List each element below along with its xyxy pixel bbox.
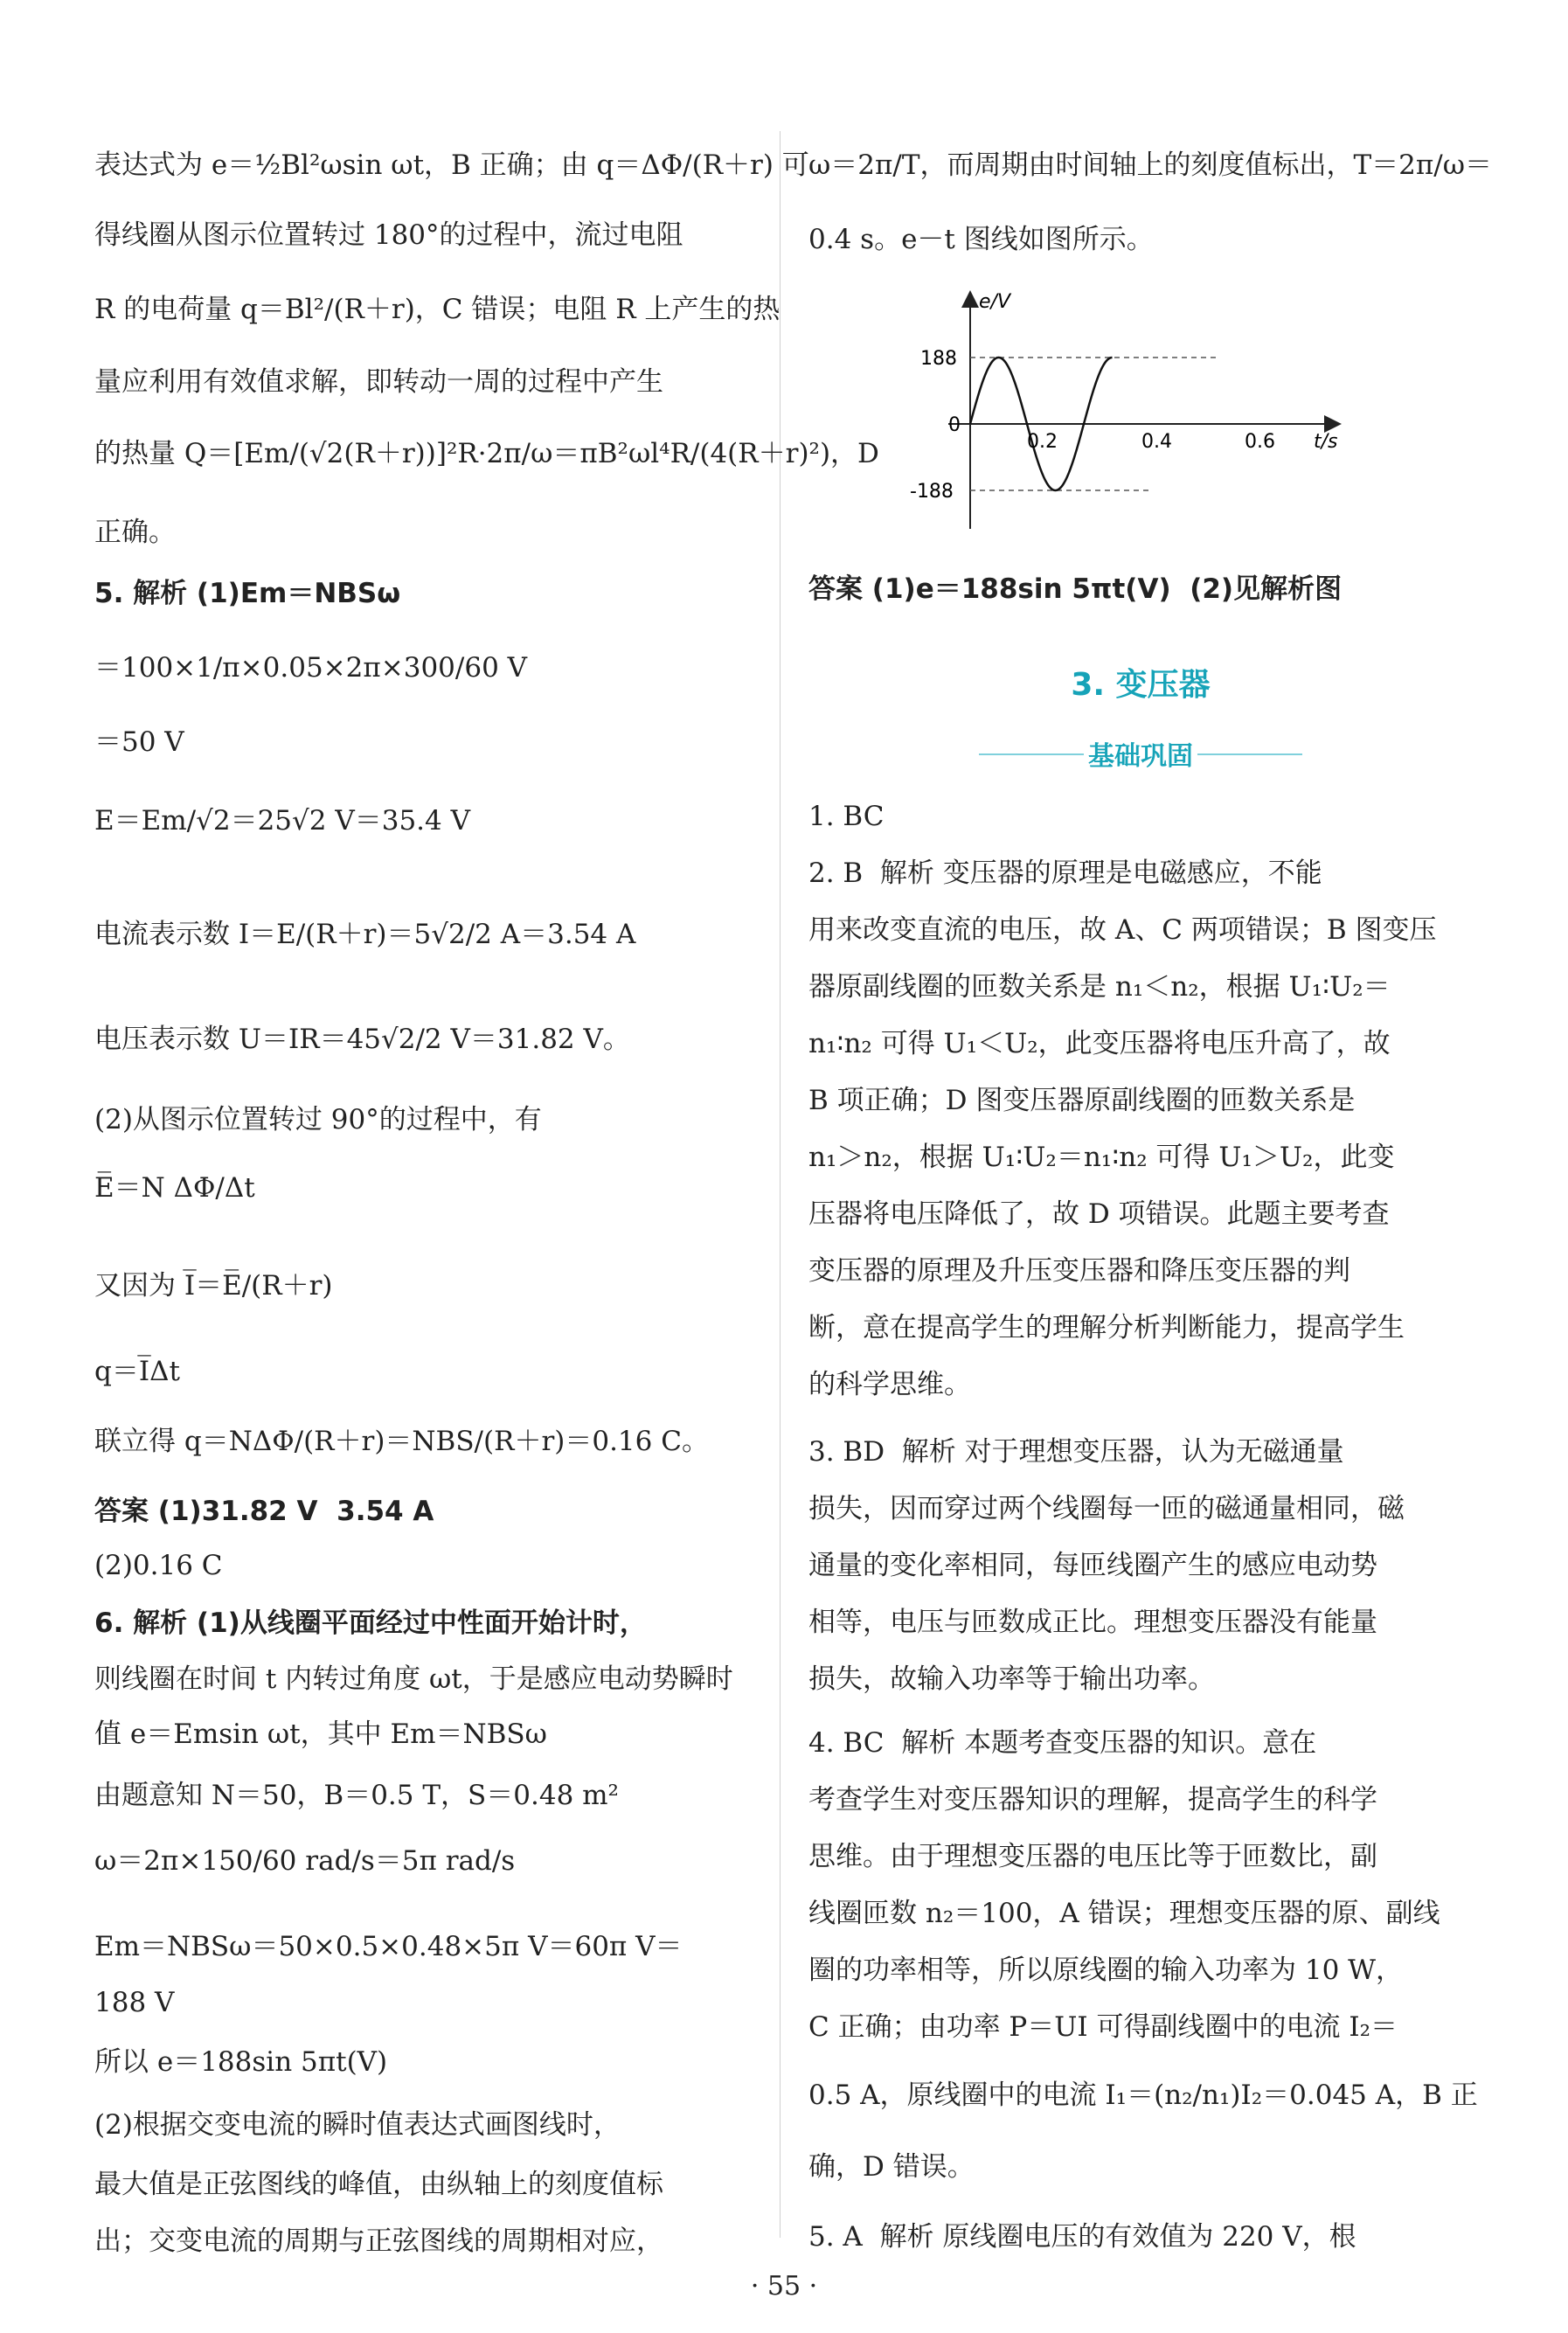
text-line: 电流表示数 I＝E/(R＋r)＝5√2/2 A＝3.54 A	[94, 919, 636, 950]
section-title: 3. 变压器	[1071, 667, 1211, 703]
answer-5: 答案 (1)31.82 V 3.54 A	[94, 1496, 434, 1527]
tick-label-0: 0	[948, 414, 961, 436]
text-line: 器原副线圈的匝数关系是 n₁＜n₂，根据 U₁∶U₂＝	[808, 971, 1391, 1003]
e-t-sine-chart	[896, 288, 1350, 551]
text-line: 3. BD 解析 对于理想变压器，认为无磁通量	[808, 1436, 1344, 1468]
text-line: 值 e＝Emsin ωt，其中 Em＝NBSω	[94, 1719, 547, 1750]
text-line: E̅＝N ΔΦ/Δt	[94, 1172, 255, 1204]
text-line: 最大值是正弦图线的峰值，由纵轴上的刻度值标	[94, 2169, 663, 2200]
page-number: · 55 ·	[750, 2271, 818, 2302]
text-line: 正确。	[94, 517, 176, 548]
tick-label-0.4: 0.4	[1141, 431, 1172, 453]
text-line: 的热量 Q＝[Em/(√2(R＋r))]²R·2π/ω＝πB²ωl⁴R/(4(R＋r)²)，D	[94, 438, 879, 469]
text-line: R 的电荷量 q＝Bl²/(R＋r)，C 错误；电阻 R 上产生的热	[94, 294, 781, 325]
y-axis-label: e/V	[979, 291, 1010, 313]
text-line: 线圈匝数 n₂＝100，A 错误；理想变压器的原、副线	[808, 1898, 1440, 1929]
text-line: E＝Em/√2＝25√2 V＝35.4 V	[94, 805, 471, 837]
text-line: 联立得 q＝NΔΦ/(R＋r)＝NBS/(R＋r)＝0.16 C。	[94, 1426, 709, 1457]
tick-label-neg188: -188	[910, 481, 954, 503]
text-line: 出；交变电流的周期与正弦图线的周期相对应，	[94, 2225, 663, 2257]
x-axis-label: t/s	[1314, 431, 1338, 453]
text-line: 变压器的原理及升压变压器和降压变压器的判	[808, 1255, 1350, 1287]
text-line: (2)0.16 C	[94, 1550, 223, 1581]
text-line: 压器将电压降低了，故 D 项错误。此题主要考查	[808, 1198, 1390, 1230]
text-line: 表达式为 e＝½Bl²ωsin ωt，B 正确；由 q＝ΔΦ/(R＋r) 可	[94, 149, 809, 181]
text-line: B 项正确；D 图变压器原副线圈的匝数关系是	[808, 1085, 1356, 1116]
text-line: 1. BC	[808, 801, 885, 832]
subsection-title-text: 基础巩固	[1088, 741, 1193, 772]
text-line: 量应利用有效值求解，即转动一周的过程中产生	[94, 366, 663, 398]
text-line: 考查学生对变压器知识的理解，提高学生的科学	[808, 1784, 1377, 1816]
text-line: 圈的功率相等，所以原线圈的输入功率为 10 W，	[808, 1955, 1404, 1986]
text-line: 断，意在提高学生的理解分析判断能力，提高学生	[808, 1312, 1405, 1344]
text-line: 所以 e＝188sin 5πt(V)	[94, 2046, 388, 2078]
text-line: Em＝NBSω＝50×0.5×0.48×5π V＝60π V＝	[94, 1931, 683, 1962]
text-line: ω＝2π×150/60 rad/s＝5π rad/s	[94, 1845, 516, 1877]
tick-label-188: 188	[920, 348, 957, 370]
text-line: ω＝2π/T，而周期由时间轴上的刻度值标出，T＝2π/ω＝	[808, 149, 1492, 181]
text-line: (2)根据交变电流的瞬时值表达式画图线时，	[94, 2109, 621, 2141]
text-line: 0.5 A，原线圈中的电流 I₁＝(n₂/n₁)I₂＝0.045 A，B 正	[808, 2080, 1478, 2111]
text-line: ＝100×1/π×0.05×2π×300/60 V	[94, 652, 528, 684]
text-line: 4. BC 解析 本题考查变压器的知识。意在	[808, 1727, 1317, 1759]
subsection-title	[808, 734, 1473, 773]
text-line: 用来改变直流的电压，故 A、C 两项错误；B 图变压	[808, 914, 1437, 946]
text-line: 损失，因而穿过两个线圈每一匝的磁通量相同，磁	[808, 1493, 1405, 1524]
text-line: 确，D 错误。	[808, 2151, 975, 2183]
text-line: n₁＞n₂，根据 U₁∶U₂＝n₁∶n₂ 可得 U₁＞U₂，此变	[808, 1142, 1395, 1173]
text-line: (2)从图示位置转过 90°的过程中，有	[94, 1104, 542, 1135]
text-line: 则线圈在时间 t 内转过角度 ωt，于是感应电动势瞬时	[94, 1663, 733, 1695]
text-line: 的科学思维。	[808, 1369, 971, 1400]
text-line: C 正确；由功率 P＝UI 可得副线圈中的电流 I₂＝	[808, 2011, 1398, 2043]
text-line: 由题意知 N＝50，B＝0.5 T，S＝0.48 m²	[94, 1780, 619, 1811]
tick-label-0.2: 0.2	[1027, 431, 1058, 453]
text-line: n₁∶n₂ 可得 U₁＜U₂，此变压器将电压升高了，故	[808, 1028, 1391, 1059]
text-line: 损失，故输入功率等于输出功率。	[808, 1663, 1215, 1695]
text-line: ＝50 V	[94, 726, 184, 758]
problem-5-heading: 5. 解析 (1)Em＝NBSω	[94, 578, 401, 609]
text-line: q＝I̅Δt	[94, 1356, 180, 1387]
text-line: 电压表示数 U＝IR＝45√2/2 V＝31.82 V。	[94, 1024, 630, 1055]
subsection-rule-right	[1197, 753, 1302, 755]
subsection-rule-left	[979, 753, 1084, 755]
text-line: 又因为 I̅＝E̅/(R＋r)	[94, 1270, 333, 1302]
text-line: 通量的变化率相同，每匝线圈产生的感应电动势	[808, 1550, 1377, 1581]
answer-6: 答案 (1)e＝188sin 5πt(V) (2)见解析图	[808, 573, 1343, 605]
text-line: 得线圈从图示位置转过 180°的过程中，流过电阻	[94, 219, 683, 251]
text-line: 188 V	[94, 1987, 175, 2018]
text-line: 相等，电压与匝数成正比。理想变压器没有能量	[808, 1607, 1377, 1638]
tick-label-0.6: 0.6	[1245, 431, 1275, 453]
text-line: 5. A 解析 原线圈电压的有效值为 220 V，根	[808, 2221, 1356, 2253]
text-line: 2. B 解析 变压器的原理是电磁感应，不能	[808, 858, 1322, 889]
problem-6-heading: 6. 解析 (1)从线圈平面经过中性面开始计时，	[94, 1607, 647, 1639]
text-line: 思维。由于理想变压器的电压比等于匝数比，副	[808, 1841, 1377, 1872]
text-line: 0.4 s。e－t 图线如图所示。	[808, 224, 1154, 255]
